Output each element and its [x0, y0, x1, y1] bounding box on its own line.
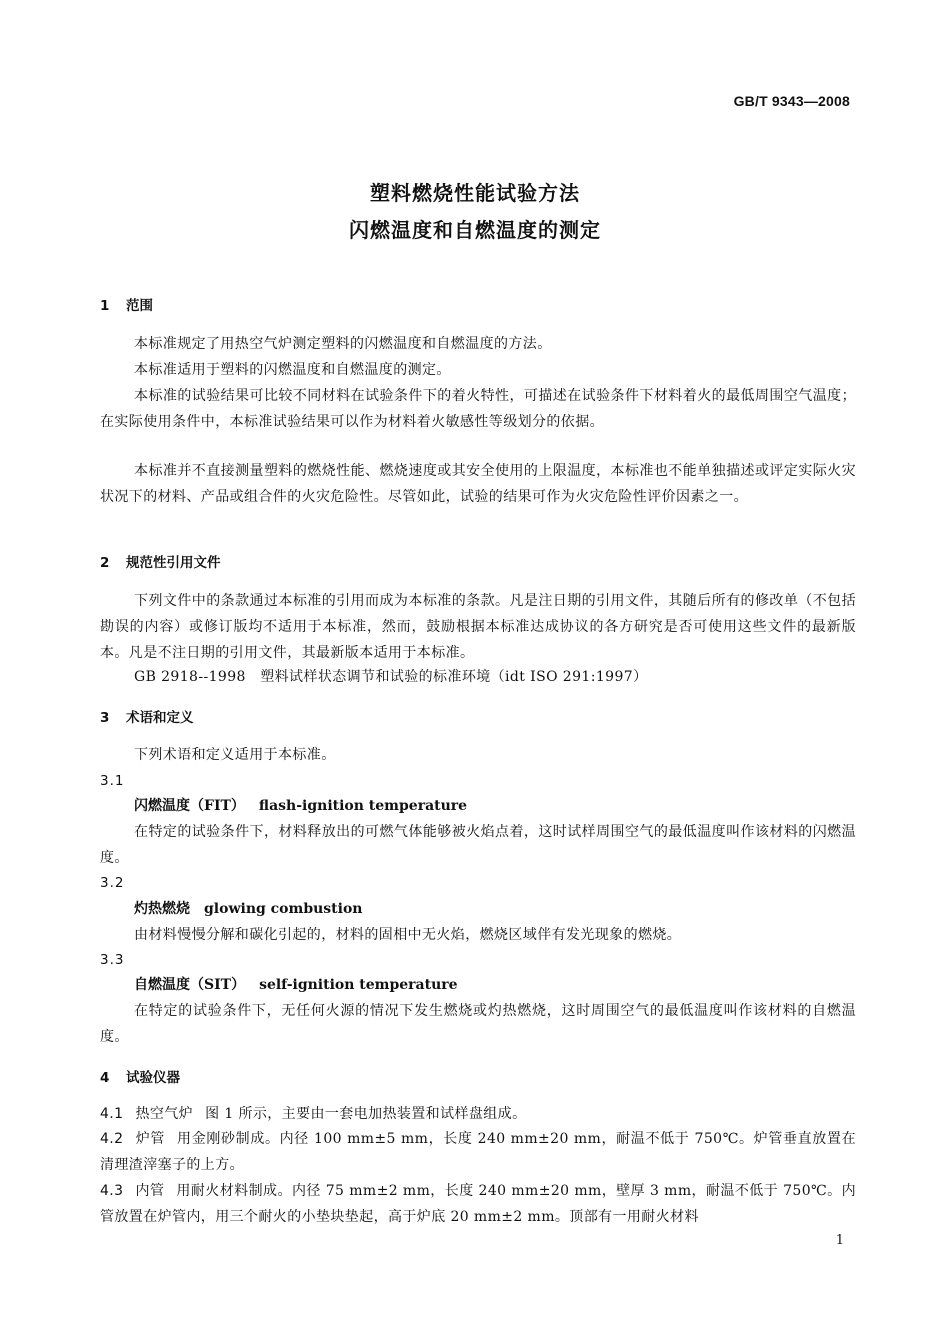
term-english: glowing combustion	[204, 901, 363, 917]
instrument-name: 炉管	[135, 1131, 166, 1147]
section-number: 4	[100, 1070, 110, 1086]
term-chinese: 灼热燃烧	[134, 901, 190, 917]
clause-3-3-number: 3.3	[100, 952, 125, 968]
clause-4-3-inner-tube	[100, 1178, 856, 1230]
section-3-heading	[100, 705, 194, 731]
standard-number: GB/T 9343—2008	[733, 93, 850, 109]
term-english: flash-ignition temperature	[258, 798, 468, 814]
section-title: 规范性引用文件	[126, 555, 221, 571]
clause-text: 用耐火材料制成。内径 75 mm±2 mm，长度 240 mm±20 mm，壁厚 3 mm，耐温不低于 750℃。内管放置在炉管内，用三个耐火的小垫块垫起，高于炉底 20 mm±2 mm。顶部有一用耐火材料	[100, 1183, 856, 1225]
section-4-heading	[100, 1065, 180, 1091]
section-number: 2	[100, 555, 110, 571]
instrument-name: 热空气炉	[135, 1106, 194, 1122]
term-english: self-ignition temperature	[259, 977, 458, 993]
section-title: 范围	[126, 298, 153, 314]
instrument-name: 内管	[135, 1183, 165, 1199]
clause-3-3-definition: 在特定的试验条件下，无任何火源的情况下发生燃烧或灼热燃烧，这时周围空气的最低温度叫作该材料的自燃温度。	[100, 1003, 856, 1045]
clause-3-2-definition: 由材料慢慢分解和碳化引起的，材料的固相中无火焰，燃烧区域伴有发光现象的燃烧。	[134, 927, 682, 943]
term-flash-ignition-temperature	[134, 793, 467, 819]
clause-text: 图 1 所示，主要由一套电加热装置和试样盘组成。	[205, 1106, 527, 1122]
clause-number: 4.1	[100, 1106, 124, 1122]
section-title: 试验仪器	[126, 1070, 180, 1086]
page-number: 1	[835, 1233, 844, 1248]
clause-3-2-number: 3.2	[100, 875, 125, 891]
clause-4-1-hot-air-furnace	[100, 1101, 856, 1127]
clause-3-1-number: 3.1	[100, 773, 125, 789]
section-number: 1	[100, 298, 110, 314]
clause-3-1-definition: 在特定的试验条件下，材料释放出的可燃气体能够被火焰点着，这时试样周围空气的最低温度叫作该材料的闪燃温度。	[100, 824, 856, 866]
section-title: 术语和定义	[126, 710, 194, 726]
term-self-ignition-temperature	[134, 972, 458, 998]
section-2-paragraph-1: 下列文件中的条款通过本标准的引用而成为本标准的条款。凡是注日期的引用文件，其随后所有的修改单（不包括勘误的内容）或修订版均不适用于本标准，然而，鼓励根据本标准达成协议的各方研究是否可使用这些文件的最新版本。凡是不注日期的引用文件，其最新版本适用于本标准。	[100, 593, 856, 661]
term-glowing-combustion	[134, 896, 362, 922]
normative-reference-gb2918: GB 2918--1998 塑料试样状态调节和试验的标准环境（idt ISO 291:1997）	[134, 669, 648, 685]
section-number: 3	[100, 710, 110, 726]
section-2-heading	[100, 550, 221, 576]
section-1-paragraph-3: 本标准的试验结果可比较不同材料在试验条件下的着火特性，可描述在试验条件下材料着火的最低周围空气温度；在实际使用条件中，本标准试验结果可以作为材料着火敏感性等级划分的依据。	[100, 388, 856, 430]
document-title-line2: 闪燃温度和自燃温度的测定	[349, 218, 601, 242]
clause-number: 4.2	[100, 1131, 124, 1147]
section-1-heading	[100, 293, 153, 319]
clause-text: 用金刚砂制成。内径 100 mm±5 mm，长度 240 mm±20 mm，耐温不低于 750℃。炉管垂直放置在清理渣滓塞子的上方。	[100, 1131, 856, 1173]
section-1-paragraph-2: 本标准适用于塑料的闪燃温度和自燃温度的测定。	[134, 362, 451, 378]
section-1-paragraph-1: 本标准规定了用热空气炉测定塑料的闪燃温度和自燃温度的方法。	[134, 336, 552, 352]
clause-4-2-furnace-tube	[100, 1126, 856, 1178]
term-chinese: 自燃温度（SIT）	[134, 977, 246, 993]
section-1-paragraph-4: 本标准并不直接测量塑料的燃烧性能、燃烧速度或其安全使用的上限温度，本标准也不能单独描述或评定实际火灾状况下的材料、产品或组合件的火灾危险性。尽管如此，试验的结果可作为火灾危险性评价因素之一。	[100, 463, 856, 505]
document-title-line1: 塑料燃烧性能试验方法	[370, 181, 580, 205]
clause-number: 4.3	[100, 1183, 124, 1199]
term-chinese: 闪燃温度（FIT）	[134, 798, 245, 814]
section-3-intro: 下列术语和定义适用于本标准。	[134, 747, 336, 763]
